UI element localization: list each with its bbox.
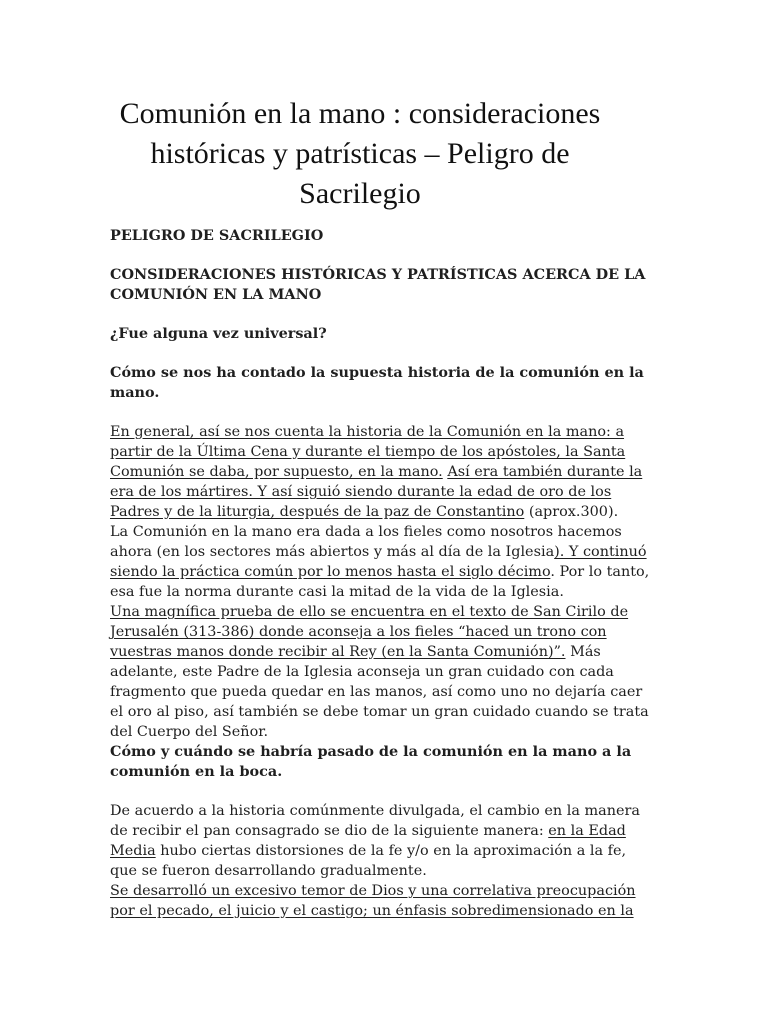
underlined-link[interactable]: ). Y continuó siendo la práctica común por lo menos hasta el siglo décimo xyxy=(110,544,647,580)
paragraph-5 xyxy=(110,881,655,921)
heading-peligro: PELIGRO DE SACRILEGIO xyxy=(110,227,324,244)
paragraph-text: hubo ciertas distorsiones de la fe y/o en la aproximación a la fe, que se fueron desarrollando gradualmente. xyxy=(110,843,627,879)
document-title: Comunión en la mano : consideraciones históricas y patrísticas – Peligro de Sacrilegio xyxy=(119,97,601,210)
subheading-cambio: Cómo y cuándo se habría pasado de la comunión en la mano a la comunión en la boca. xyxy=(110,743,632,780)
paragraph-text: (aprox.300). xyxy=(524,504,619,520)
underlined-link[interactable]: Se desarrolló un excesivo temor de Dios y una correlativa preocupación por el pecado, el juicio y el castigo; un énfasis sobredimensionado en la xyxy=(110,883,636,919)
paragraph-text: Más adelante, este Padre de la Iglesia aconseja un gran cuidado con cada fragmento que pueda quedar en las manos, así como uno no dejaría caer el oro al piso, así también se debe tomar un gran cuidado cuando se trata del Cuerpo del Señor. xyxy=(110,644,649,740)
underlined-link[interactable]: En general, así se nos cuenta la historia de la Comunión en la mano: a partir de la Última Cena y durante el tiempo de los apóstoles, la Santa Comunión se daba, por supuesto, en la mano. xyxy=(110,424,626,480)
underlined-link[interactable]: en la Edad Media xyxy=(110,823,626,859)
paragraph-2 xyxy=(110,522,655,602)
paragraph-4 xyxy=(110,801,655,881)
question-universal: ¿Fue alguna vez universal? xyxy=(110,325,327,342)
paragraph-3 xyxy=(110,602,655,742)
paragraph-text: De acuerdo a la historia comúnmente divulgada, el cambio en la manera de recibir el pan consagrado se dio de la siguiente manera: xyxy=(110,803,641,839)
underlined-link[interactable]: Así era también durante la era de los mártires. Y así siguió siendo durante la edad de oro de los Padres y de la liturgia, después de la paz de Constantino xyxy=(110,464,643,520)
document-body xyxy=(110,226,655,921)
heading-consideraciones: CONSIDERACIONES HISTÓRICAS Y PATRÍSTICAS ACERCA DE LA COMUNIÓN EN LA MANO xyxy=(110,266,646,303)
paragraph-text: La Comunión en la mano era dada a los fieles como nosotros hacemos ahora (en los sectores más abiertos y más al día de la Iglesia xyxy=(110,524,622,560)
paragraph-1 xyxy=(110,422,655,522)
underlined-link[interactable]: Una magnífica prueba de ello se encuentra en el texto de San Cirilo de Jerusalén (313-386) donde aconseja a los fieles “haced un trono con vuestras manos donde recibir al Rey (en la Santa Comunión)”. xyxy=(110,604,629,660)
subheading-historia: Cómo se nos ha contado la supuesta historia de la comunión en la mano. xyxy=(110,364,644,401)
paragraph-text: . Por lo tanto, esa fue la norma durante casi la mitad de la vida de la Iglesia. xyxy=(110,564,650,600)
